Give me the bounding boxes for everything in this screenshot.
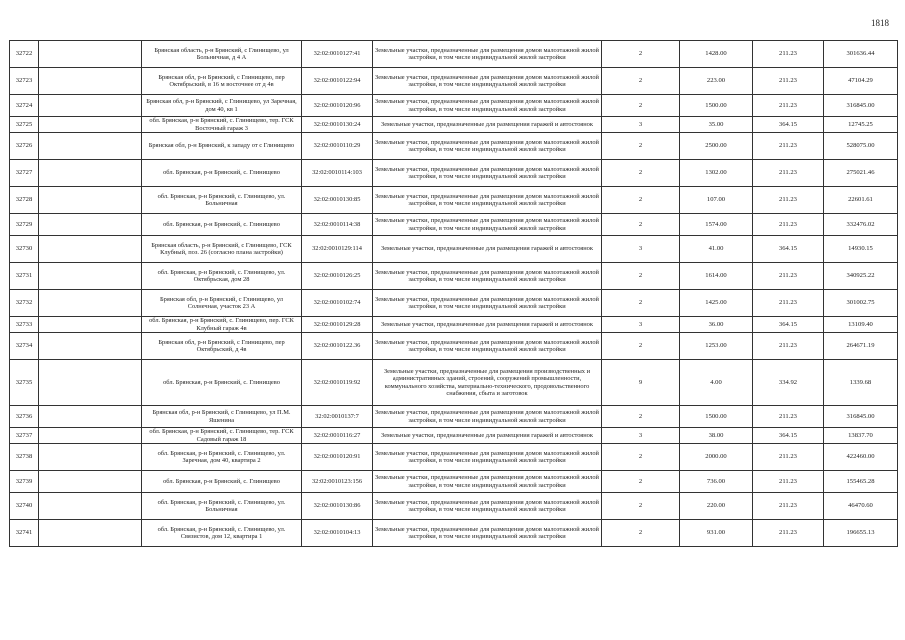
- area-cell: 223.00: [680, 68, 753, 95]
- specific-value-cell: 211.23: [753, 471, 824, 493]
- land-use-cell: Земельные участки, предназначенные для размещения домов малоэтажной жилой застройки, в том числе индивидуальной жилой застройки: [373, 133, 602, 160]
- table-row: [10, 160, 898, 187]
- cadastral-value-cell: 316845.00: [824, 406, 898, 428]
- address-cell: обл. Брянская, р-н Брянский, с. Глинищево, тер. ГСК Восточный гараж 3: [142, 117, 302, 133]
- cadastral-value-cell: 422460.00: [824, 444, 898, 471]
- address-cell: Брянская обл, р-н Брянский, с Глинищево, пер Октябрьский, в 16 м восточнее от д 4в: [142, 68, 302, 95]
- blank-cell: [39, 68, 142, 95]
- area-cell: 36.00: [680, 317, 753, 333]
- area-cell: 1428.00: [680, 41, 753, 68]
- row-number-cell: 32732: [10, 290, 39, 317]
- table-row: [10, 41, 898, 68]
- table-row: [10, 236, 898, 263]
- group-cell: 2: [602, 290, 680, 317]
- group-cell: 9: [602, 360, 680, 406]
- table-row: [10, 290, 898, 317]
- table-row: [10, 493, 898, 520]
- cadastral-value-cell: 301002.75: [824, 290, 898, 317]
- cadastral-number-cell: 32:02:0010122:94: [302, 68, 373, 95]
- cadastral-number-cell: 32:02:0010130:85: [302, 187, 373, 214]
- specific-value-cell: 211.23: [753, 133, 824, 160]
- cadastral-number-cell: 32:02:0010127:41: [302, 41, 373, 68]
- area-cell: 1302.00: [680, 160, 753, 187]
- row-number-cell: 32731: [10, 263, 39, 290]
- group-cell: 2: [602, 444, 680, 471]
- address-cell: обл. Брянская, р-н Брянский, с. Глинищево, ул. Октябрьская, дом 28: [142, 263, 302, 290]
- address-cell: обл. Брянская, р-н Брянский, с. Глинищево, тер. ГСК Садовый гараж 18: [142, 428, 302, 444]
- cadastral-value-cell: 22601.61: [824, 187, 898, 214]
- cadastral-number-cell: 32:02:0010114:103: [302, 160, 373, 187]
- specific-value-cell: 364.15: [753, 117, 824, 133]
- group-cell: 2: [602, 68, 680, 95]
- address-cell: обл. Брянская, р-н Брянский, с. Глинищево: [142, 160, 302, 187]
- land-use-cell: Земельные участки, предназначенные для размещения домов малоэтажной жилой застройки, в том числе индивидуальной жилой застройки: [373, 214, 602, 236]
- group-cell: 3: [602, 317, 680, 333]
- table-row: [10, 406, 898, 428]
- land-use-cell: Земельные участки, предназначенные для размещения домов малоэтажной жилой застройки, в том числе индивидуальной жилой застройки: [373, 41, 602, 68]
- group-cell: 2: [602, 333, 680, 360]
- table-row: [10, 428, 898, 444]
- cadastral-value-cell: 301636.44: [824, 41, 898, 68]
- row-number-cell: 32741: [10, 520, 39, 547]
- cadastral-number-cell: 32:02:0010137:7: [302, 406, 373, 428]
- area-cell: 2000.00: [680, 444, 753, 471]
- specific-value-cell: 211.23: [753, 68, 824, 95]
- cadastral-number-cell: 32:02:0010122.36: [302, 333, 373, 360]
- specific-value-cell: 211.23: [753, 160, 824, 187]
- specific-value-cell: 211.23: [753, 290, 824, 317]
- cadastral-value-cell: 1339.68: [824, 360, 898, 406]
- cadastral-value-cell: 47104.29: [824, 68, 898, 95]
- blank-cell: [39, 214, 142, 236]
- row-number-cell: 32723: [10, 68, 39, 95]
- cadastral-number-cell: 32:02:0010123:156: [302, 471, 373, 493]
- cadastral-value-cell: 275021.46: [824, 160, 898, 187]
- area-cell: 35.00: [680, 117, 753, 133]
- cadastral-value-cell: 196655.13: [824, 520, 898, 547]
- cadastral-number-cell: 32:02:0010130:24: [302, 117, 373, 133]
- area-cell: 107.00: [680, 187, 753, 214]
- address-cell: обл. Брянская, р-н Брянский, с. Глинищево: [142, 360, 302, 406]
- cadastral-value-table: [9, 40, 898, 547]
- cadastral-value-cell: 14930.15: [824, 236, 898, 263]
- row-number-cell: 32740: [10, 493, 39, 520]
- blank-cell: [39, 520, 142, 547]
- area-cell: 1500.00: [680, 406, 753, 428]
- blank-cell: [39, 317, 142, 333]
- group-cell: 2: [602, 95, 680, 117]
- area-cell: 4.00: [680, 360, 753, 406]
- address-cell: обл. Брянская, р-н Брянский, с. Глинищево: [142, 214, 302, 236]
- specific-value-cell: 364.15: [753, 236, 824, 263]
- group-cell: 2: [602, 471, 680, 493]
- address-cell: обл. Брянская, р-н Брянский, с. Глинищево: [142, 471, 302, 493]
- group-cell: 2: [602, 214, 680, 236]
- table-row: [10, 360, 898, 406]
- area-cell: 1500.00: [680, 95, 753, 117]
- address-cell: обл. Брянская, р-н Брянский, с. Глинищево, ул. Заречная, дом 40, квартира 2: [142, 444, 302, 471]
- row-number-cell: 32727: [10, 160, 39, 187]
- table-row: [10, 471, 898, 493]
- table-row: [10, 214, 898, 236]
- row-number-cell: 32730: [10, 236, 39, 263]
- blank-cell: [39, 41, 142, 68]
- table-row: [10, 333, 898, 360]
- specific-value-cell: 211.23: [753, 214, 824, 236]
- cadastral-number-cell: 32:02:0010120:96: [302, 95, 373, 117]
- table-row: [10, 117, 898, 133]
- land-use-cell: Земельные участки, предназначенные для размещения гаражей и автостоянок: [373, 428, 602, 444]
- table-row: [10, 133, 898, 160]
- cadastral-value-cell: 316845.00: [824, 95, 898, 117]
- blank-cell: [39, 160, 142, 187]
- address-cell: Брянская область, р-н Брянский, с Глинищево, ул Больничная, д 4 А: [142, 41, 302, 68]
- address-cell: Брянская область, р-н Брянский, с Глинищево, ГСК Клубный, поз. 26 (согласно плана застройки): [142, 236, 302, 263]
- cadastral-number-cell: 32:02:0010110:29: [302, 133, 373, 160]
- row-number-cell: 32738: [10, 444, 39, 471]
- cadastral-number-cell: 32:02:0010104:13: [302, 520, 373, 547]
- table-row: [10, 95, 898, 117]
- area-cell: 41.00: [680, 236, 753, 263]
- cadastral-number-cell: 32:02:0010116:27: [302, 428, 373, 444]
- land-use-cell: Земельные участки, предназначенные для размещения гаражей и автостоянок: [373, 317, 602, 333]
- address-cell: Брянская обл, р-н Брянский, с Глинищево, ул П.М. Яшенина: [142, 406, 302, 428]
- specific-value-cell: 211.23: [753, 95, 824, 117]
- table-row: [10, 317, 898, 333]
- area-cell: 1574.00: [680, 214, 753, 236]
- row-number-cell: 32734: [10, 333, 39, 360]
- area-cell: 220.00: [680, 493, 753, 520]
- blank-cell: [39, 133, 142, 160]
- specific-value-cell: 364.15: [753, 428, 824, 444]
- specific-value-cell: 211.23: [753, 41, 824, 68]
- row-number-cell: 32724: [10, 95, 39, 117]
- specific-value-cell: 364.15: [753, 317, 824, 333]
- address-cell: Брянская обл, р-н Брянский, к западу от с Глинищево: [142, 133, 302, 160]
- area-cell: 931.00: [680, 520, 753, 547]
- group-cell: 2: [602, 41, 680, 68]
- land-use-cell: Земельные участки, предназначенные для размещения домов малоэтажной жилой застройки, в том числе индивидуальной жилой застройки: [373, 68, 602, 95]
- cadastral-number-cell: 32:02:0010129:114: [302, 236, 373, 263]
- land-use-cell: Земельные участки, предназначенные для размещения гаражей и автостоянок: [373, 117, 602, 133]
- specific-value-cell: 211.23: [753, 333, 824, 360]
- land-use-cell: Земельные участки, предназначенные для размещения домов малоэтажной жилой застройки, в том числе индивидуальной жилой застройки: [373, 263, 602, 290]
- blank-cell: [39, 117, 142, 133]
- address-cell: обл. Брянская, р-н Брянский, с. Глинищево, ул. Больничная: [142, 493, 302, 520]
- blank-cell: [39, 406, 142, 428]
- cadastral-number-cell: 32:02:0010120:91: [302, 444, 373, 471]
- group-cell: 2: [602, 187, 680, 214]
- group-cell: 2: [602, 263, 680, 290]
- specific-value-cell: 211.23: [753, 406, 824, 428]
- cadastral-value-cell: 13109.40: [824, 317, 898, 333]
- address-cell: обл. Брянская, р-н Брянский, с. Глинищево, ул. Больничная: [142, 187, 302, 214]
- land-use-cell: Земельные участки, предназначенные для размещения производственных и административных зданий, строений, сооружений промышленности, коммунального хозяйства, материально-технического, продовольственного снабжения, сбыта и заготовок: [373, 360, 602, 406]
- row-number-cell: 32729: [10, 214, 39, 236]
- cadastral-number-cell: 32:02:0010129:28: [302, 317, 373, 333]
- land-use-cell: Земельные участки, предназначенные для размещения домов малоэтажной жилой застройки, в том числе индивидуальной жилой застройки: [373, 95, 602, 117]
- specific-value-cell: 211.23: [753, 520, 824, 547]
- blank-cell: [39, 236, 142, 263]
- land-use-cell: Земельные участки, предназначенные для размещения домов малоэтажной жилой застройки, в том числе индивидуальной жилой застройки: [373, 520, 602, 547]
- area-cell: 1425.00: [680, 290, 753, 317]
- cadastral-number-cell: 32:02:0010114:38: [302, 214, 373, 236]
- cadastral-value-cell: 46470.60: [824, 493, 898, 520]
- row-number-cell: 32739: [10, 471, 39, 493]
- row-number-cell: 32735: [10, 360, 39, 406]
- area-cell: 2500.00: [680, 133, 753, 160]
- cadastral-number-cell: 32:02:0010126:25: [302, 263, 373, 290]
- blank-cell: [39, 471, 142, 493]
- blank-cell: [39, 263, 142, 290]
- address-cell: обл. Брянская, р-н Брянский, с. Глинищево, ул. Связистов, дом 12, квартира 1: [142, 520, 302, 547]
- blank-cell: [39, 290, 142, 317]
- group-cell: 3: [602, 236, 680, 263]
- table-row: [10, 187, 898, 214]
- cadastral-value-cell: 12745.25: [824, 117, 898, 133]
- row-number-cell: 32726: [10, 133, 39, 160]
- table-row: [10, 444, 898, 471]
- cadastral-value-cell: 13837.70: [824, 428, 898, 444]
- land-use-cell: Земельные участки, предназначенные для размещения домов малоэтажной жилой застройки, в том числе индивидуальной жилой застройки: [373, 290, 602, 317]
- table-row: [10, 520, 898, 547]
- group-cell: 2: [602, 406, 680, 428]
- group-cell: 2: [602, 160, 680, 187]
- blank-cell: [39, 187, 142, 214]
- cadastral-value-cell: 264671.19: [824, 333, 898, 360]
- table-row: [10, 68, 898, 95]
- specific-value-cell: 211.23: [753, 263, 824, 290]
- address-cell: Брянская обл, р-н Брянский, с Глинищево, ул Заречная, дом 40, кв 1: [142, 95, 302, 117]
- cadastral-number-cell: 32:02:0010130:86: [302, 493, 373, 520]
- blank-cell: [39, 493, 142, 520]
- land-use-cell: Земельные участки, предназначенные для размещения домов малоэтажной жилой застройки, в том числе индивидуальной жилой застройки: [373, 333, 602, 360]
- cadastral-value-cell: 332476.02: [824, 214, 898, 236]
- land-use-cell: Земельные участки, предназначенные для размещения домов малоэтажной жилой застройки, в том числе индивидуальной жилой застройки: [373, 160, 602, 187]
- area-cell: 1614.00: [680, 263, 753, 290]
- cadastral-number-cell: 32:02:0010119:92: [302, 360, 373, 406]
- blank-cell: [39, 444, 142, 471]
- area-cell: 736.00: [680, 471, 753, 493]
- blank-cell: [39, 95, 142, 117]
- table-row: [10, 263, 898, 290]
- cadastral-value-cell: 528075.00: [824, 133, 898, 160]
- group-cell: 2: [602, 520, 680, 547]
- group-cell: 2: [602, 133, 680, 160]
- specific-value-cell: 211.23: [753, 493, 824, 520]
- cadastral-number-cell: 32:02:0010102:74: [302, 290, 373, 317]
- land-use-cell: Земельные участки, предназначенные для размещения домов малоэтажной жилой застройки, в том числе индивидуальной жилой застройки: [373, 493, 602, 520]
- row-number-cell: 32737: [10, 428, 39, 444]
- row-number-cell: 32733: [10, 317, 39, 333]
- row-number-cell: 32736: [10, 406, 39, 428]
- land-use-cell: Земельные участки, предназначенные для размещения домов малоэтажной жилой застройки, в том числе индивидуальной жилой застройки: [373, 187, 602, 214]
- specific-value-cell: 211.23: [753, 187, 824, 214]
- area-cell: 1253.00: [680, 333, 753, 360]
- address-cell: обл. Брянская, р-н Брянский, с. Глинищево, пер. ГСК Клубный гараж 4в: [142, 317, 302, 333]
- cadastral-value-cell: 340925.22: [824, 263, 898, 290]
- group-cell: 3: [602, 428, 680, 444]
- cadastral-value-cell: 155465.28: [824, 471, 898, 493]
- address-cell: Брянская обл, р-н Брянский, с Глинищево, ул Солнечная, участок 23 А: [142, 290, 302, 317]
- specific-value-cell: 334.92: [753, 360, 824, 406]
- land-use-cell: Земельные участки, предназначенные для размещения гаражей и автостоянок: [373, 236, 602, 263]
- specific-value-cell: 211.23: [753, 444, 824, 471]
- blank-cell: [39, 360, 142, 406]
- row-number-cell: 32728: [10, 187, 39, 214]
- land-use-cell: Земельные участки, предназначенные для размещения домов малоэтажной жилой застройки, в том числе индивидуальной жилой застройки: [373, 471, 602, 493]
- land-use-cell: Земельные участки, предназначенные для размещения домов малоэтажной жилой застройки, в том числе индивидуальной жилой застройки: [373, 444, 602, 471]
- blank-cell: [39, 333, 142, 360]
- row-number-cell: 32722: [10, 41, 39, 68]
- land-use-cell: Земельные участки, предназначенные для размещения домов малоэтажной жилой застройки, в том числе индивидуальной жилой застройки: [373, 406, 602, 428]
- group-cell: 3: [602, 117, 680, 133]
- blank-cell: [39, 428, 142, 444]
- group-cell: 2: [602, 493, 680, 520]
- address-cell: Брянская обл, р-н Брянский, с Глинищево, пер Октябрьский, д 4в: [142, 333, 302, 360]
- page-number: 1818: [871, 18, 889, 28]
- area-cell: 38.00: [680, 428, 753, 444]
- row-number-cell: 32725: [10, 117, 39, 133]
